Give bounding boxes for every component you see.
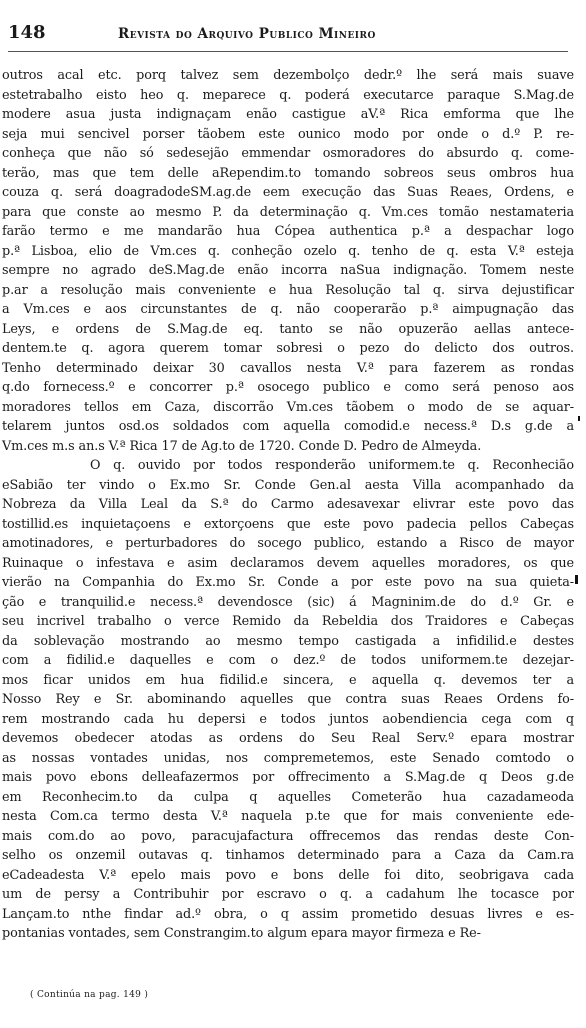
text-line: nesta Com.ca termo desta V.ª naquela p.te que for mais conveniente ede- (2, 809, 574, 824)
text-line: as nossas vontades unidas, nos compremetemos, este Senado comtodo o (2, 750, 574, 766)
text-line: selho os onzemil outavas q. tinhamos determinado para a Caza da Cam.ra (2, 848, 574, 863)
text-line: para que conste ao mesmo P. da determinação q. Vm.ces tomão nestamateria (2, 204, 574, 220)
text-line: p.ª Lisboa, elio de Vm.ces q. conheção ozelo q. tenho de q. esta V.ª esteja (2, 243, 574, 259)
text-line: conheça que não só sedesejão emmendar osmoradores do absurdo q. come- (2, 146, 574, 161)
text-line: Nosso Rey e Sr. abominando aquelles que contra suas Reaes Ordens fo- (2, 692, 574, 707)
text-line: vierão na Companhia do Ex.mo Sr. Conde a por este povo na sua quieta- (2, 575, 574, 590)
text-line: outros acal etc. porq talvez sem dezembolço dedr.º lhe será mais suave (2, 68, 574, 83)
text-line: telarem juntos osd.os soldados com aquella comodid.e necess.ª D.s g.de a (2, 419, 574, 434)
text-line: moradores tellos em Caza, discorrão Vm.ces tãobem o modo de se aquar- (2, 399, 574, 415)
text-line: mais povo ebons delleafazermos por offrecimento a S.Mag.de q Deos g.de (2, 770, 574, 785)
text-line: devemos obedecer atodas as ordens do Seu Real Serv.º epara mostrar (2, 731, 574, 746)
text-line: couza q. será doagradodeSM.ag.de eem execução das Suas Reaes, Ordens, e (2, 185, 574, 200)
text-line: amotinadores, e perturbadores do socego publico, estando a Risco de mayor (2, 536, 574, 551)
text-line: com a fidilid.e daquelles e com o dez.º de todos uniformem.te dezejar- (2, 653, 574, 668)
text-line: seja mui sencivel porser tãobem este ounico modo por onde o d.º P. re- (2, 126, 574, 142)
text-line: dentem.te q. agora querem tomar sobresi o pezo do delicto dos outros. (2, 341, 574, 356)
text-line: modere asua justa indignaçam enão castigue aV.ª Rica emforma que lhe (2, 107, 574, 122)
text-line: rem mostrando cada hu depersi e todos juntos aobendiencia cega com q (2, 711, 574, 727)
text-line: a Vm.ces e aos circunstantes de q. não cooperarão p.ª aimpugnação das (2, 302, 574, 317)
text-line: ção e tranquilid.e necess.ª devendosce (sic) á Magninim.de do d.º Gr. e (2, 594, 574, 610)
text-line: seu incrivel trabalho o verce Remido da Rebeldia dos Traidores e Cabeças (2, 614, 574, 629)
text-line: farão termo e me mandarão hua Cópea authentica p.ª a despachar logo (2, 224, 574, 239)
text-line: O q. ouvido por todos responderão uniformem.te q. Reconhecião (90, 458, 574, 473)
margin-mark (578, 416, 580, 421)
text-line: em Reconhecim.to da culpa q aquelles Cometerão hua cazadameoda (2, 789, 574, 805)
text-line: mais com.do ao povo, paracujafactura offrecemos das rendas deste Con- (2, 828, 574, 844)
continuation-note: ( Continúa na pag. 149 ) (30, 990, 149, 1000)
header-rule (8, 51, 568, 52)
page-number: 148 (8, 22, 46, 43)
text-line: estetrabalho eisto heo q. meparece q. poderá executarce paraque S.Mag.de (2, 87, 574, 103)
text-line: eSabião ter vindo o Ex.mo Sr. Conde Gen.al aesta Villa acompanhado da (2, 477, 574, 493)
margin-mark (575, 575, 578, 584)
running-title: Revista do Arquivo Publico Mineiro (118, 26, 376, 42)
page-header (8, 20, 573, 50)
text-line: Vm.ces m.s an.s V.ª Rica 17 de Ag.to de 1720. Conde D. Pedro de Almeyda. (2, 438, 482, 454)
text-line: sempre no agrado deS.Mag.de enão incorra naSua indignação. Tomem neste (2, 263, 574, 278)
text-line: eCadeadesta V.ª epelo mais povo e bons delle foi dito, seobrigava cada (2, 867, 574, 883)
text-line: da soblevação mostrando ao mesmo tempo castigada a infidilid.e destes (2, 633, 574, 649)
text-line: Lançam.to nthe findar ad.º obra, o q assim prometido desuas livres e es- (2, 906, 574, 922)
text-line: mos ficar unidos em hua fidilid.e sincera, e aquella q. devemos ter a (2, 672, 574, 688)
body-text (0, 66, 574, 944)
text-line: Tenho determinado deixar 30 cavallos nesta V.ª para fazerem as rondas (2, 360, 574, 376)
text-line: p.ar a resolução mais conveniente e hua Resolução tal q. sirva dejustificar (2, 282, 574, 298)
text-line: Ruinaque o infestava e asim declaramos devem aquelles moradores, os que (2, 555, 574, 571)
text-line: terão, mas que tem delle aRependim.to tomando sobreos seus ombros hua (2, 165, 574, 181)
text-line: Nobreza da Villa Leal da S.ª do Carmo adesavexar elivrar este povo das (2, 497, 574, 512)
text-line: Leys, e ordens de S.Mag.de eq. tanto se não opuzerão aellas antece- (2, 321, 574, 337)
text-line: pontanias vontades, sem Constrangim.to algum epara mayor firmeza e Re- (2, 926, 481, 941)
text-line: tostillid.es inquietaçoens e extorçoens que este povo padecia pellos Cabeças (2, 516, 574, 532)
text-line: um de persy a Contribuhir por escravo o q. a cadahum lhe tocasce por (2, 887, 574, 902)
text-line: q.do fornecess.º e concorrer p.ª osocego publico e como será penoso aos (2, 380, 574, 395)
